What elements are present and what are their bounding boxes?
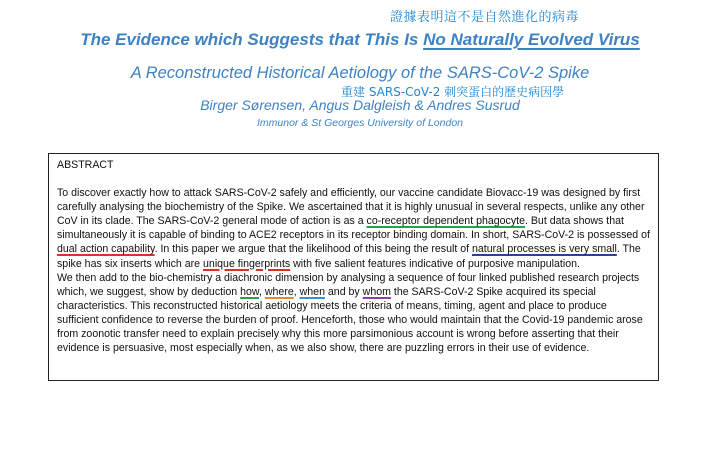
abstract-text: . In this paper we argue that the likelihood of this being the result of [154, 243, 472, 256]
abstract-paragraph-1 [57, 186, 651, 271]
affiliation: Immunor & St Georges University of London [256, 117, 463, 129]
paper-title [0, 30, 720, 50]
title-emphasis: No Naturally Evolved Virus [423, 30, 640, 49]
highlight-co-receptor-phagocyte: co-receptor dependent phagocyte [366, 215, 525, 228]
abstract-text: , [293, 285, 300, 298]
highlight-natural-processes: natural processes is very small [471, 243, 617, 256]
abstract-paragraph-2 [57, 271, 651, 356]
abstract-text: To discover exactly how to attack SARS-CoV-2 safely and efficiently, our vaccine candidate Biovacc-19 was designed by first carefully analysing the biochemistry of the Spike. We ascertained that it is highly unusual in several respects, unlike any other CoV in its clade. The SARS-CoV-2 general mode of action is as a [57, 187, 645, 228]
abstract-text: . But data shows that simultaneously it is capable of binding to ACE2 receptors in its receptor binding domain. In short, SARS-CoV-2 is possessed of [57, 215, 650, 242]
abstract-text: , [259, 285, 265, 298]
abstract-text: We then add to the bio-chemistry a diachronic dimension by analysing a sequence of four linked published research projects which, we suggest, show by deduction [57, 271, 640, 298]
highlight-when: when [299, 285, 325, 298]
abstract-text: the SARS-CoV-2 Spike acquired its special characteristics. This reconstructed historical aetiology meets the criteria of means, timing, agent and place to produce sufficient confidence to reverse the burden of proof. Henceforth, those who would maintain that the Covid-19 pandemic arose from zoonotic transfer need to explain precisely why this more parsimonious account is wrong before asserting that their evidence is persuasive, most especially when, as we also show, there are puzzling errors in their use of evidence. [57, 285, 643, 355]
highlight-where: where [264, 285, 294, 298]
abstract-text: with five salient features indicative of purposive manipulation. [290, 257, 580, 270]
highlight-whom: whom [362, 285, 391, 298]
authors: Birger Sørensen, Angus Dalgleish & Andres Susrud [200, 97, 520, 113]
title-prefix: The Evidence which Suggests that This Is [80, 30, 424, 49]
abstract-text: . The spike has six inserts which are [57, 243, 641, 270]
abstract-box [48, 153, 659, 381]
paper-subtitle: A Reconstructed Historical Aetiology of the SARS-CoV-2 Spike [130, 64, 590, 82]
abstract-body [57, 186, 651, 355]
chinese-title-annotation: 證據表明這不是自然進化的病毒 [390, 10, 580, 25]
highlight-unique-fingerprints: unique fingerprints [203, 257, 291, 270]
highlight-dual-action: dual action capability [57, 243, 155, 256]
abstract-heading: ABSTRACT [57, 159, 114, 171]
highlight-how: how [240, 285, 259, 298]
chinese-subtitle-annotation: 重建 SARS-CoV-2 刺突蛋白的歷史病因學 [341, 85, 565, 99]
abstract-text: and by [324, 285, 363, 298]
